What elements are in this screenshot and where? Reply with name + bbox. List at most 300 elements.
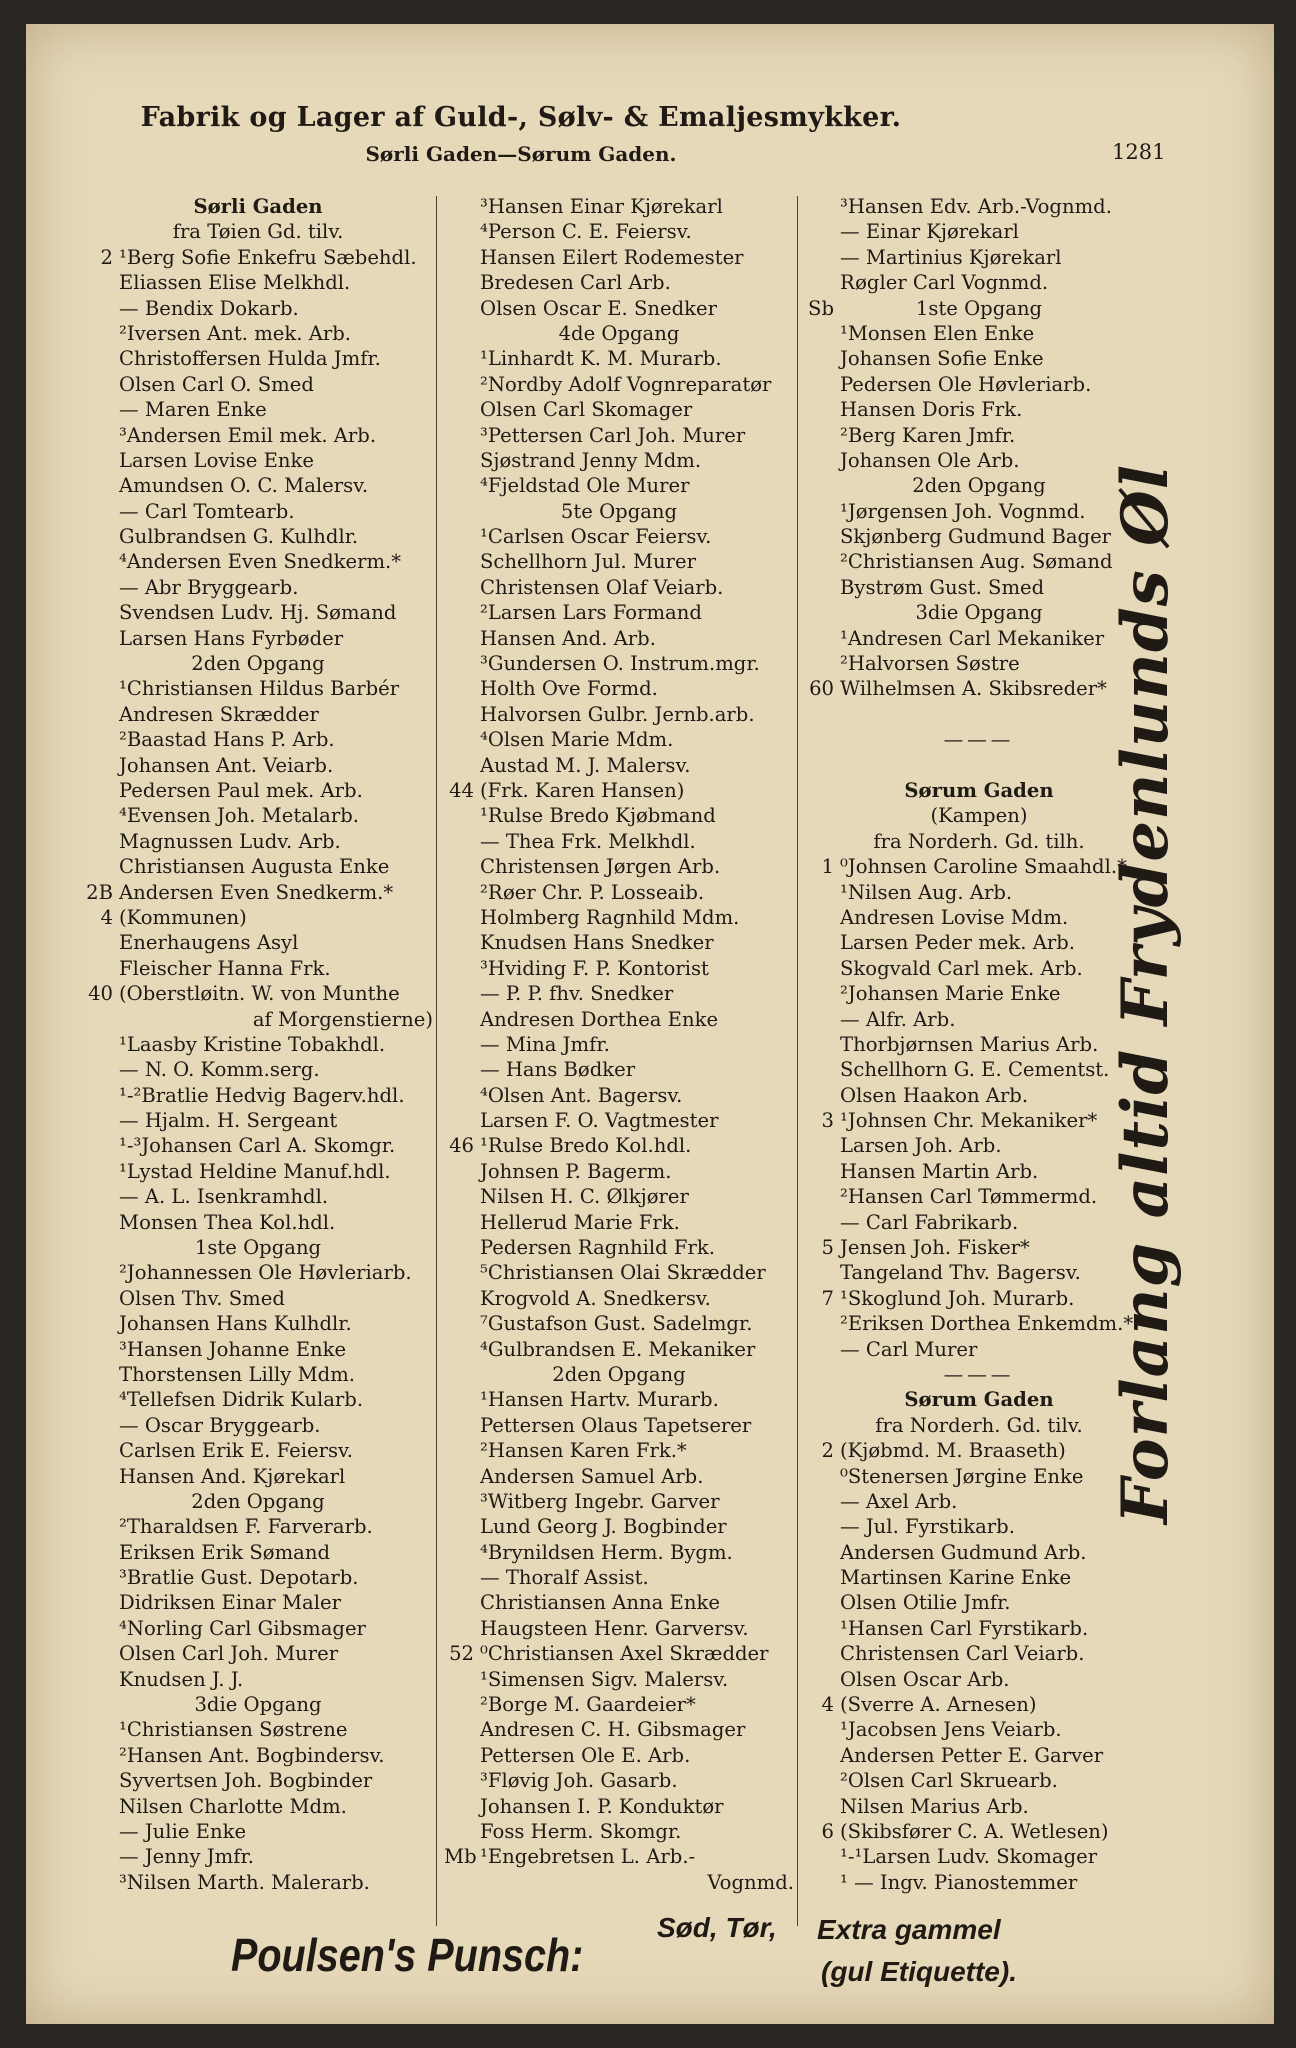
entry-text: Christensen Carl Veiarb. [840,1642,1085,1666]
entry-text: Tangeland Thv. Bagersv. [840,1261,1081,1285]
directory-entry [83,1108,433,1133]
entry-text: Pettersen Ole E. Arb. [480,1743,691,1767]
directory-entry [444,194,794,219]
entry-text: ²Olsen Carl Skruearb. [840,1769,1058,1793]
house-number: 44 [449,778,474,802]
house-number: Sb [808,296,834,320]
entry-text: Røgler Carl Vognmd. [840,271,1049,295]
entry-text: Schellhorn Jul. Murer [480,550,696,574]
entry-text: Jensen Joh. Fisker* [840,1236,1030,1260]
entry-text: ²Borge M. Gaardeier* [480,1693,696,1717]
entry-text: Hansen And. Arb. [480,626,656,650]
entry-text: Amundsen O. C. Malersv. [119,474,369,498]
directory-entry [804,372,1154,397]
directory-entry [444,1337,794,1362]
directory-entry [804,1184,1154,1209]
entry-text: ¹Nilsen Aug. Arb. [840,880,1013,904]
directory-entry [83,1641,433,1666]
house-number: Mb [444,1845,477,1869]
entry-text: Andersen Petter E. Garver [840,1743,1104,1767]
entry-text: Johansen I. P. Konduktør [480,1794,724,1818]
directory-entry [804,1311,1154,1336]
directory-entry [83,372,433,397]
directory-entry [804,1362,1154,1387]
directory-entry [804,1387,1154,1412]
directory-entry [804,397,1154,422]
entry-text: Johansen Sofie Enke [840,347,1044,371]
entry-text: — Hans Bødker [480,1058,636,1082]
entry-text: ⁴Brynildsen Herm. Bygm. [480,1540,733,1564]
directory-entry [444,1286,794,1311]
directory-entry [804,626,1154,651]
entry-text: Olsen Carl Joh. Murer [119,1642,339,1666]
directory-entry [444,1667,794,1692]
entry-text: Monsen Thea Kol.hdl. [119,1210,336,1234]
entry-text: — Alfr. Arb. [840,1007,956,1031]
entry-text: ¹Jacobsen Jens Veiarb. [840,1718,1062,1742]
directory-entry [83,194,433,219]
directory-entry [804,1743,1154,1768]
directory-entry [444,473,794,498]
directory-entry [444,1717,794,1742]
entry-text: Bredesen Carl Arb. [480,271,671,295]
directory-entry [804,1057,1154,1082]
entry-text: Hansen And. Kjørekarl [119,1464,346,1488]
directory-entry [804,321,1154,346]
directory-entry [804,1565,1154,1590]
entry-text: Lund Georg J. Bogbinder [480,1515,727,1539]
entry-text: Thorstensen Lilly Mdm. [119,1362,356,1386]
directory-entry [444,296,794,321]
directory-entry [83,1413,433,1438]
entry-text: Austad M. J. Malersv. [480,753,691,777]
footer-brand: Poulsen's Punsch: [231,1929,584,1981]
directory-entry [804,1540,1154,1565]
entry-text: Holmberg Ragnhild Mdm. [480,905,740,929]
directory-entry [444,423,794,448]
entry-text: ——— [943,728,1015,752]
entry-text: fra Norderh. Gd. tilh. [873,829,1085,853]
entry-text: 4de Opgang [558,321,680,345]
directory-entry [444,1794,794,1819]
entry-text: — Mina Jmfr. [480,1032,610,1056]
entry-text: ⁴Fjeldstad Ole Murer [480,474,690,498]
entry-text: — Carl Murer [840,1337,978,1361]
directory-entry [444,829,794,854]
directory-entry [804,829,1154,854]
entry-text: Skogvald Carl mek. Arb. [840,956,1083,980]
directory-entry [83,1616,433,1641]
directory-entry [804,1464,1154,1489]
entry-text: ³Fløvig Joh. Gasarb. [480,1769,678,1793]
directory-entry [444,346,794,371]
directory-entry [804,956,1154,981]
entry-text: ⁰Christiansen Axel Skrædder [480,1642,769,1666]
entry-text: Olsen Carl O. Smed [119,372,314,396]
directory-entry [804,1667,1154,1692]
directory-column-2 [444,194,794,1895]
entry-text: ²Johansen Marie Enke [840,982,1061,1006]
entry-text: ⁵Christiansen Olai Skrædder [480,1261,766,1285]
house-number: 5 [821,1236,834,1260]
entry-text: — Hjalm. H. Sergeant [119,1109,338,1133]
entry-text: Larsen Peder mek. Arb. [840,931,1075,955]
entry-text: ¹Monsen Elen Enke [840,321,1035,345]
entry-text: Olsen Otilie Jmfr. [840,1591,1011,1615]
directory-entry [83,956,433,981]
entry-text: Olsen Oscar Arb. [840,1667,1010,1691]
directory-entry [83,803,433,828]
house-number: 7 [821,1286,834,1310]
directory-entry [804,296,1154,321]
directory-entry [83,1362,433,1387]
entry-text: ¹-³Johansen Carl A. Skomgr. [119,1134,396,1158]
entry-text: ¹Jørgensen Joh. Vognmd. [840,499,1086,523]
entry-text: ³Nilsen Marth. Malerarb. [119,1870,370,1894]
directory-entry [83,1210,433,1235]
directory-entry [444,930,794,955]
directory-entry [83,676,433,701]
entry-text: ³Witberg Ingebr. Garver [480,1489,720,1513]
entry-text: — P. P. fhv. Snedker [480,982,674,1006]
entry-text: (Frk. Karen Hansen) [480,778,685,802]
entry-text: ²Hansen Ant. Bogbindersv. [119,1743,385,1767]
directory-entry [444,1083,794,1108]
entry-text: Larsen F. O. Vagtmester [480,1109,719,1133]
directory-entry [83,1768,433,1793]
directory-entry [444,1844,794,1869]
directory-entry [83,448,433,473]
directory-entry [444,1413,794,1438]
directory-entry [83,296,433,321]
entry-text: ³Hansen Johanne Enke [119,1337,347,1361]
entry-text: ⁴Person C. E. Feiersv. [480,220,692,244]
entry-text: — Thoralf Assist. [480,1566,649,1590]
directory-entry [444,1540,794,1565]
directory-entry [83,1235,433,1260]
directory-entry [804,245,1154,270]
entry-text: ²Christiansen Aug. Sømand [840,550,1113,574]
directory-entry [804,1007,1154,1032]
directory-entry [804,803,1154,828]
page-number: 1281 [1112,140,1166,164]
entry-text: ¹Andresen Carl Mekaniker [840,626,1105,650]
directory-entry [83,1260,433,1285]
directory-entry [83,1489,433,1514]
column-divider [797,196,798,1926]
entry-text: Pettersen Olaus Tapetserer [480,1413,752,1437]
directory-entry [83,1311,433,1336]
directory-entry [804,1692,1154,1717]
entry-text: — Maren Enke [119,398,267,422]
page-header-streets: Sørli Gaden—Sørum Gaden. [365,142,677,166]
entry-text: ¹Simensen Sigv. Malersv. [480,1667,729,1691]
entry-text: ¹Carlsen Oscar Feiersv. [480,525,712,549]
entry-text: ²Baastad Hans P. Arb. [119,728,335,752]
entry-text: ⁴Tellefsen Didrik Kularb. [119,1388,364,1412]
house-number: 6 [821,1820,834,1843]
column-divider [436,196,437,1926]
entry-text: ²Iversen Ant. mek. Arb. [119,321,352,345]
entry-text: Carlsen Erik E. Feiersv. [119,1439,353,1463]
directory-entry [804,219,1154,244]
directory-entry [804,1438,1154,1463]
entry-text: ³Andersen Emil mek. Arb. [119,423,377,447]
entry-text: — Oscar Bryggearb. [119,1413,321,1437]
entry-text: — Einar Kjørekarl [840,220,1019,244]
directory-entry [444,651,794,676]
directory-entry [804,1083,1154,1108]
footer-variant-3: (gul Etiquette). [821,1956,1017,1987]
house-number: 2 [100,245,113,269]
directory-entry [804,676,1154,701]
house-number: 2 [821,1439,834,1463]
entry-text: Andersen Even Snedkerm.* [119,880,394,904]
directory-entry [83,1794,433,1819]
directory-entry [83,1184,433,1209]
entry-text: Gulbrandsen G. Kulhdlr. [119,525,359,549]
entry-text: Christoffersen Hulda Jmfr. [119,347,381,371]
directory-entry [444,549,794,574]
entry-text: ¹-²Bratlie Hedvig Bagerv.hdl. [119,1083,405,1107]
directory-entry [804,1717,1154,1742]
entry-text: 3die Opgang [194,1693,322,1717]
entry-text: ²Halvorsen Søstre [840,652,1020,676]
entry-text: Thorbjørnsen Marius Arb. [840,1032,1099,1056]
directory-entry [83,1032,433,1057]
directory-entry [444,1159,794,1184]
house-number: 60 [809,677,834,701]
entry-text: ¹Hansen Carl Fyrstikarb. [840,1616,1089,1640]
house-number: 4 [821,1693,834,1717]
entry-text: Foss Herm. Skomgr. [480,1820,682,1843]
entry-text: 1ste Opgang [915,296,1043,320]
entry-text: — N. O. Komm.serg. [119,1058,320,1082]
directory-entry [444,702,794,727]
entry-text: ³Pettersen Carl Joh. Murer [480,423,746,447]
directory-entry [444,600,794,625]
entry-text: Andersen Gudmund Arb. [840,1540,1087,1564]
directory-entry [804,753,1154,778]
directory-entry [804,1819,1154,1844]
entry-text: — Jul. Fyrstikarb. [840,1515,1015,1539]
directory-entry [444,1464,794,1489]
directory-entry [444,245,794,270]
directory-entry [804,1133,1154,1158]
entry-text: ¹Skoglund Joh. Murarb. [840,1286,1075,1310]
entry-text: Bystrøm Gust. Smed [840,575,1045,599]
entry-text: ¹Rulse Bredo Kjøbmand [480,804,716,828]
entry-text: Andresen Lovise Mdm. [840,905,1069,929]
entry-text: Hansen Doris Frk. [840,398,1023,422]
directory-entry [804,1210,1154,1235]
entry-text: — Abr Bryggearb. [119,575,299,599]
directory-entry [804,524,1154,549]
entry-text: Martinsen Karine Enke [840,1566,1072,1590]
directory-entry [83,727,433,752]
directory-entry [444,1692,794,1717]
entry-text: Olsen Oscar E. Snedker [480,296,717,320]
directory-entry [804,346,1154,371]
entry-text: Christiansen Augusta Enke [119,855,390,879]
directory-entry [444,1819,794,1844]
directory-entry [83,423,433,448]
directory-entry [444,1514,794,1539]
entry-text: ⁴Olsen Marie Mdm. [480,728,674,752]
directory-entry [444,1235,794,1260]
directory-entry [804,702,1154,727]
directory-entry [804,549,1154,574]
entry-text: ³Gundersen O. Instrum.mgr. [480,652,760,676]
directory-entry [444,1616,794,1641]
directory-entry [444,1743,794,1768]
directory-entry [83,1514,433,1539]
directory-entry [804,1590,1154,1615]
entry-text: ¹Engebretsen L. Arb.- [480,1845,696,1869]
directory-entry [804,194,1154,219]
entry-text: Knudsen Hans Snedker [480,931,714,955]
entry-text: Johansen Ole Arb. [840,448,1020,472]
directory-entry [83,1870,433,1895]
directory-entry [444,1108,794,1133]
directory-entry [83,1717,433,1742]
entry-text: Eliassen Elise Melkhdl. [119,271,351,295]
entry-text: (Skibsfører C. A. Wetlesen) [840,1820,1109,1843]
directory-entry [83,524,433,549]
entry-text: (Sverre A. Arnesen) [840,1693,1037,1717]
directory-entry [83,905,433,930]
entry-text: ³Hansen Edv. Arb.-Vognmd. [840,195,1112,218]
house-number: 52 [449,1642,474,1666]
entry-text: Nilsen Marius Arb. [840,1794,1029,1818]
directory-entry [83,930,433,955]
directory-entry [83,1007,433,1032]
entry-text: fra Tøien Gd. tilv. [172,220,344,244]
directory-entry [444,1311,794,1336]
entry-text: ⁷Gustafson Gust. Sadelmgr. [480,1312,753,1336]
entry-text: Larsen Joh. Arb. [840,1134,1002,1158]
entry-text: Syvertsen Joh. Bogbinder [119,1769,373,1793]
directory-entry [444,321,794,346]
entry-text: Enerhaugens Asyl [119,931,299,955]
entry-text: Pedersen Ragnhild Frk. [480,1236,715,1260]
directory-entry [444,956,794,981]
entry-text: Wilhelmsen A. Skibsreder* [840,677,1107,701]
directory-entry [444,1007,794,1032]
entry-text: ¹Rulse Bredo Kol.hdl. [480,1134,692,1158]
entry-text: Didriksen Einar Maler [119,1591,341,1615]
directory-entry [83,1692,433,1717]
entry-text: 3die Opgang [915,601,1043,625]
page-header-title: Fabrik og Lager af Guld-, Sølv- & Emaljesmykker. [140,102,902,133]
entry-text: — Carl Fabrikarb. [840,1210,1019,1234]
directory-entry [804,1514,1154,1539]
entry-text: ³Hansen Einar Kjørekarl [480,195,723,218]
entry-text: ²Eriksen Dorthea Enkemdm.* [840,1312,1134,1336]
directory-entry [804,727,1154,752]
entry-text: Johansen Hans Kulhdlr. [119,1312,352,1336]
directory-entry [83,575,433,600]
entry-text: Larsen Lovise Enke [119,448,314,472]
directory-entry [83,1337,433,1362]
directory-entry [444,1438,794,1463]
directory-entry [804,930,1154,955]
directory-entry [83,1844,433,1869]
entry-text: ¹Linhardt K. M. Murarb. [480,347,722,371]
entry-text: — Carl Tomtearb. [119,499,295,523]
directory-column-1 [83,194,433,1895]
entry-text: ²Hansen Karen Frk.* [480,1439,687,1463]
directory-entry [444,270,794,295]
directory-entry [83,549,433,574]
entry-text: ⁰Stenersen Jørgine Enke [840,1464,1084,1488]
directory-entry [444,1590,794,1615]
entry-text: ¹-¹Larsen Ludv. Skomager [840,1845,1098,1869]
directory-entry [804,423,1154,448]
entry-text: Christensen Jørgen Arb. [480,855,721,879]
directory-entry [444,1489,794,1514]
side-advertisement: Forlang altid Frydenlunds Øl [1108,463,1183,1524]
directory-entry [83,880,433,905]
directory-entry [83,270,433,295]
entry-text: Andresen Skrædder [119,702,319,726]
entry-text: Andersen Samuel Arb. [480,1464,704,1488]
directory-entry [444,499,794,524]
entry-text: Eriksen Erik Sømand [119,1540,330,1564]
directory-entry [804,854,1154,879]
entry-text: Krogvold A. Snedkersv. [480,1286,711,1310]
directory-entry [804,1489,1154,1514]
directory-entry [444,397,794,422]
entry-text: ²Hansen Carl Tømmermd. [840,1185,1098,1209]
directory-entry [444,727,794,752]
directory-entry [444,524,794,549]
entry-text: ¹Laasby Kristine Tobakhdl. [119,1032,386,1056]
entry-text: Magnussen Ludv. Arb. [119,829,341,853]
entry-text: 2den Opgang [191,1489,325,1513]
directory-entry [444,1565,794,1590]
directory-entry [804,778,1154,803]
directory-entry [444,626,794,651]
footer-variant-1: Sød, Tør, [657,1912,777,1943]
entry-text: Sørum Gaden [904,778,1054,802]
directory-entry [444,1641,794,1666]
entry-text: ¹Hansen Hartv. Murarb. [480,1388,719,1412]
entry-text: ⁴Andersen Even Snedkerm.* [119,550,402,574]
entry-text: Sørum Gaden [904,1388,1054,1412]
directory-entry [83,1464,433,1489]
entry-text: ³Hviding F. P. Kontorist [480,956,709,980]
entry-text: 2den Opgang [912,474,1046,498]
directory-entry [444,1387,794,1412]
entry-text: ¹Christiansen Søstrene [119,1718,348,1742]
directory-entry [83,346,433,371]
entry-text: ——— [943,1362,1015,1386]
directory-entry [83,981,433,1006]
directory-entry [83,651,433,676]
directory-entry [444,448,794,473]
directory-entry [444,905,794,930]
entry-text: Knudsen J. J. [119,1667,244,1691]
entry-text: ²Johannessen Ole Høvleriarb. [119,1261,412,1285]
entry-text: (Kommunen) [119,905,247,929]
directory-entry [804,981,1154,1006]
entry-text: af Morgenstierne) [252,1007,433,1031]
directory-entry [83,1565,433,1590]
directory-entry [804,880,1154,905]
entry-text: Christiansen Anna Enke [480,1591,720,1615]
directory-entry [83,753,433,778]
